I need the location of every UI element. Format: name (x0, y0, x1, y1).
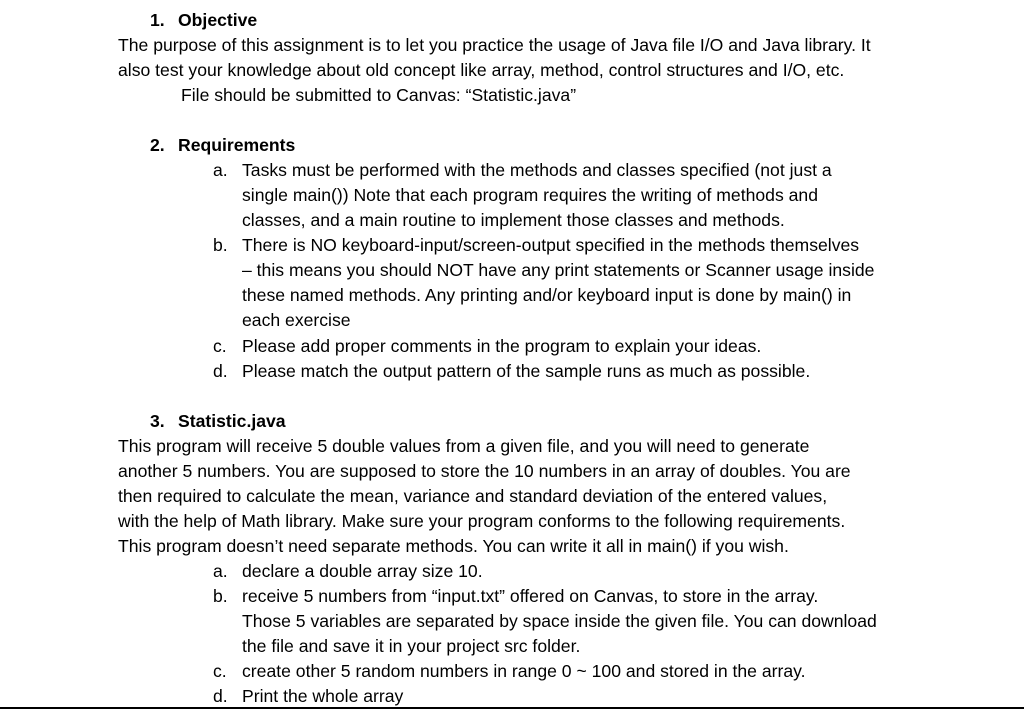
section-3-paragraph-line: then required to calculate the mean, variance and standard deviation of the entered values, (118, 486, 828, 506)
section-3-title: Statistic.java (178, 411, 286, 431)
list-item-line: There is NO keyboard-input/screen-output specified in the methods themselves (242, 235, 860, 255)
list-marker: d. (213, 361, 228, 381)
section-2-heading (150, 133, 295, 158)
section-3-number: 3. (150, 411, 165, 431)
section-2-number: 2. (150, 135, 165, 155)
section-3-paragraph-line: This program will receive 5 double values from a given file, and you will need to generate (118, 436, 810, 456)
list-marker: d. (213, 686, 228, 706)
list-item-line: receive 5 numbers from “input.txt” offered on Canvas, to store in the array. (242, 586, 819, 606)
section-1-heading (150, 8, 257, 33)
list-item-line: Tasks must be performed with the methods and classes specified (not just a (242, 160, 832, 180)
submission-note: File should be submitted to Canvas: “Statistic.java” (181, 85, 577, 105)
list-item-line: Please match the output pattern of the sample runs as much as possible. (242, 361, 811, 381)
list-item-line: the file and save it in your project src folder. (242, 636, 581, 656)
list-item-line: Please add proper comments in the program to explain your ideas. (242, 336, 762, 356)
section-3-paragraph-line: another 5 numbers. You are supposed to store the 10 numbers in an array of doubles. You are (118, 461, 851, 481)
list-item-line: Those 5 variables are separated by space inside the given file. You can download (242, 611, 877, 631)
list-item-line: single main()) Note that each program requires the writing of methods and (242, 185, 818, 205)
section-3-paragraph-line: with the help of Math library. Make sure your program conforms to the following requirements. (118, 511, 846, 531)
section-3-paragraph-line: This program doesn’t need separate methods. You can write it all in main() if you wish. (118, 536, 789, 556)
list-item-line: classes, and a main routine to implement those classes and methods. (242, 210, 785, 230)
list-item-line: declare a double array size 10. (242, 561, 483, 581)
list-item-line: – this means you should NOT have any print statements or Scanner usage inside (242, 260, 875, 280)
list-item-line: Print the whole array (242, 686, 404, 706)
list-item-line: each exercise (242, 310, 351, 330)
list-item-line: these named methods. Any printing and/or keyboard input is done by main() in (242, 285, 852, 305)
list-marker: a. (213, 160, 228, 180)
section-1-title: Objective (178, 10, 258, 30)
list-marker: a. (213, 561, 228, 581)
list-marker: c. (213, 661, 227, 681)
section-3-heading (150, 409, 286, 434)
section-2-title: Requirements (178, 135, 296, 155)
section-1-paragraph-line: The purpose of this assignment is to let you practice the usage of Java file I/O and Java library. It (118, 35, 871, 55)
list-marker: b. (213, 235, 228, 255)
list-item-line: create other 5 random numbers in range 0 ~ 100 and stored in the array. (242, 661, 806, 681)
page-bottom-border (0, 707, 1024, 709)
section-1-paragraph-line: also test your knowledge about old concept like array, method, control structures and I/O, etc. (118, 60, 845, 80)
section-1-number: 1. (150, 10, 165, 30)
list-marker: c. (213, 336, 227, 356)
list-marker: b. (213, 586, 228, 606)
